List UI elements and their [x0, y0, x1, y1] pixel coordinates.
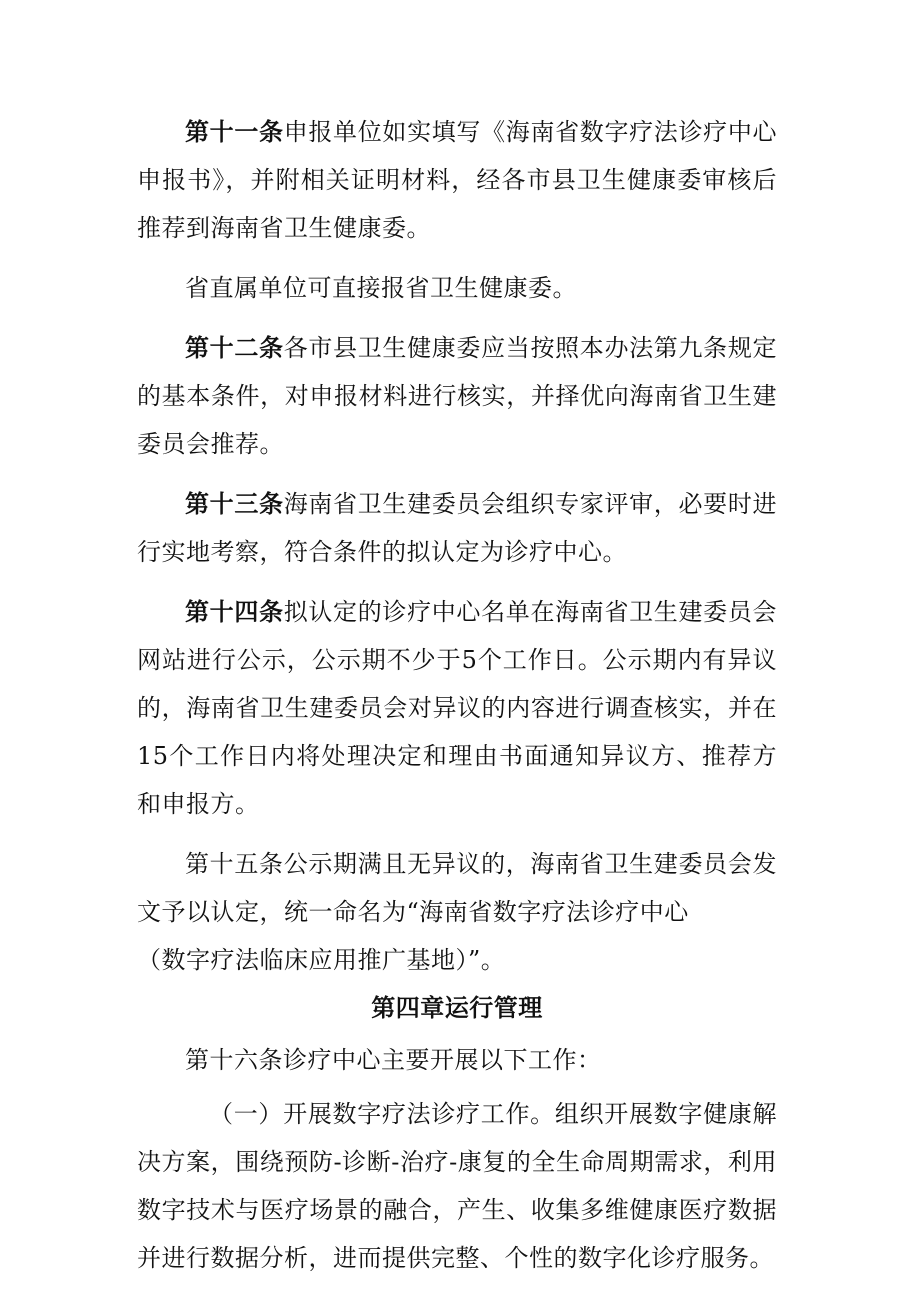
article-12 [137, 324, 777, 468]
article-13 [137, 480, 777, 576]
article-15-continued: （数字疗法临床应用推广基地）”。 [137, 946, 506, 974]
article-12-text: 各市县卫生健康委应当按照本办法第九条规定的基本条件，对申报材料进行核实，并择优向海南省卫生建委员会推荐。 [137, 334, 778, 458]
article-11-note: 省直属单位可直接报省卫生健康委。 [185, 274, 577, 302]
article-14-text: 拟认定的诊疗中心名单在海南省卫生建委员会网站进行公示，公示期不少于5个工作日。公示期内有异议的，海南省卫生建委员会对异议的内容进行调查核实，并在15个工作日内将处理决定和理由书面通知异议方、推荐方和申报方。 [137, 598, 778, 818]
article-14 [137, 588, 777, 828]
article-12-label: 第十二条 [185, 333, 284, 362]
article-11-label: 第十一条 [185, 117, 284, 146]
chapter-heading: 第四章运行管理 [371, 993, 543, 1022]
article-14-label: 第十四条 [185, 597, 284, 626]
article-11 [137, 108, 777, 252]
article-13-label: 第十三条 [185, 489, 284, 518]
article-16: 第十六条诊疗中心主要开展以下工作： [185, 1046, 602, 1074]
article-15: 第十五条公示期满且无异议的，海南省卫生建委员会发文予以认定，统一命名为“海南省数字疗法诊疗中心 [137, 850, 777, 926]
document-page [137, 108, 777, 1282]
article-13-text: 海南省卫生建委员会组织专家评审，必要时进行实地考察，符合条件的拟认定为诊疗中心。 [137, 490, 778, 566]
article-11-text: 申报单位如实填写《海南省数字疗法诊疗中心申报书》，并附相关证明材料，经各市县卫生健康委审核后推荐到海南省卫生健康委。 [137, 118, 778, 242]
article-16-item-1: （一）开展数字疗法诊疗工作。组织开展数字健康解决方案，围绕预防-诊断-治疗-康复的全生命周期需求，利用数字技术与医疗场景的融合，产生、收集多维健康医疗数据并进行数据分析，进而提供完整、个性的数字化诊疗服务。 [137, 1100, 777, 1272]
